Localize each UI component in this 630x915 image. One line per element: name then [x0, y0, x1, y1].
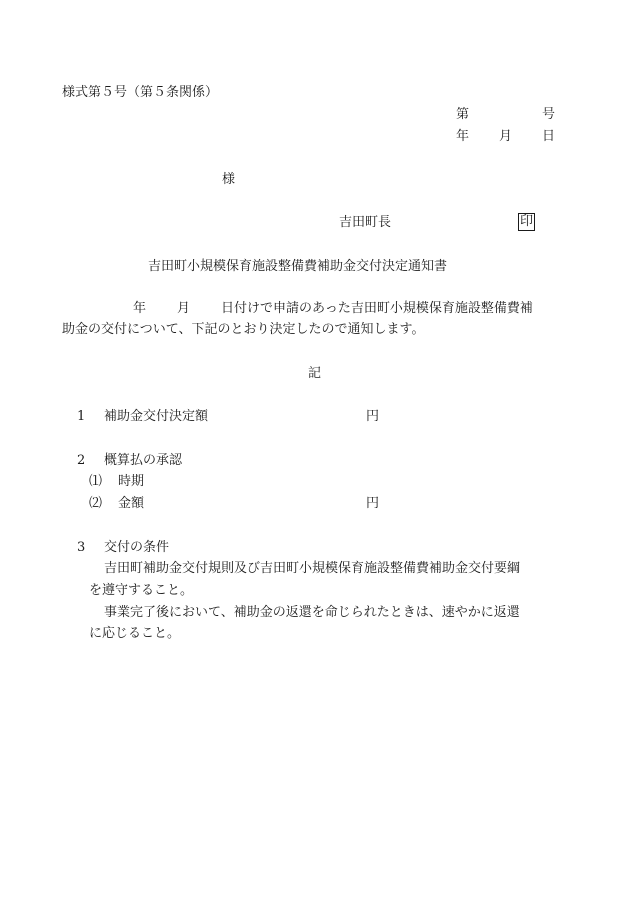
item2-sub1-number: ⑴: [89, 474, 103, 489]
item3-p1-line1: 吉田町補助金交付規則及び吉田町小規模保育施設整備費補助金交付要綱: [104, 561, 521, 576]
item1-unit: 円: [366, 409, 380, 424]
date-day: 日: [542, 129, 556, 144]
number-dai: 第: [456, 107, 470, 122]
item3-p2-line2: に応じること。: [89, 626, 181, 641]
date-month: 月: [499, 129, 513, 144]
item2-number: 2: [77, 453, 86, 468]
body-line2: 助金の交付について、下記のとおり決定したので通知します。: [62, 322, 425, 337]
form-label: 様式第５号（第５条関係）: [62, 85, 219, 100]
addressee-suffix: 様: [222, 172, 236, 187]
item2-label: 概算払の承認: [104, 453, 183, 468]
document-title: 吉田町小規模保育施設整備費補助金交付決定通知書: [148, 259, 448, 274]
date-year: 年: [456, 129, 470, 144]
item1-label: 補助金交付決定額: [104, 409, 209, 424]
item2-sub2-label: 金額: [118, 496, 145, 511]
item2-sub2-unit: 円: [366, 496, 380, 511]
item3-label: 交付の条件: [104, 540, 170, 555]
body-month: 月: [177, 301, 191, 316]
item3-p2-line1: 事業完了後において、補助金の返還を命じられたときは、速やかに返還: [104, 605, 520, 620]
ki-heading: 記: [308, 366, 322, 381]
issuer-name: 吉田町長: [339, 215, 392, 230]
item2-sub1-label: 時期: [118, 474, 145, 489]
item3-number: 3: [77, 540, 86, 555]
body-line1: 日付けで申請のあった吉田町小規模保育施設整備費補: [221, 301, 533, 316]
item3-p1-line2: を遵守すること。: [89, 583, 194, 598]
body-year: 年: [133, 301, 147, 316]
item2-sub2-number: ⑵: [89, 496, 103, 511]
number-go: 号: [542, 107, 556, 122]
item1-number: 1: [77, 409, 86, 424]
seal-mark: 印: [520, 214, 534, 229]
